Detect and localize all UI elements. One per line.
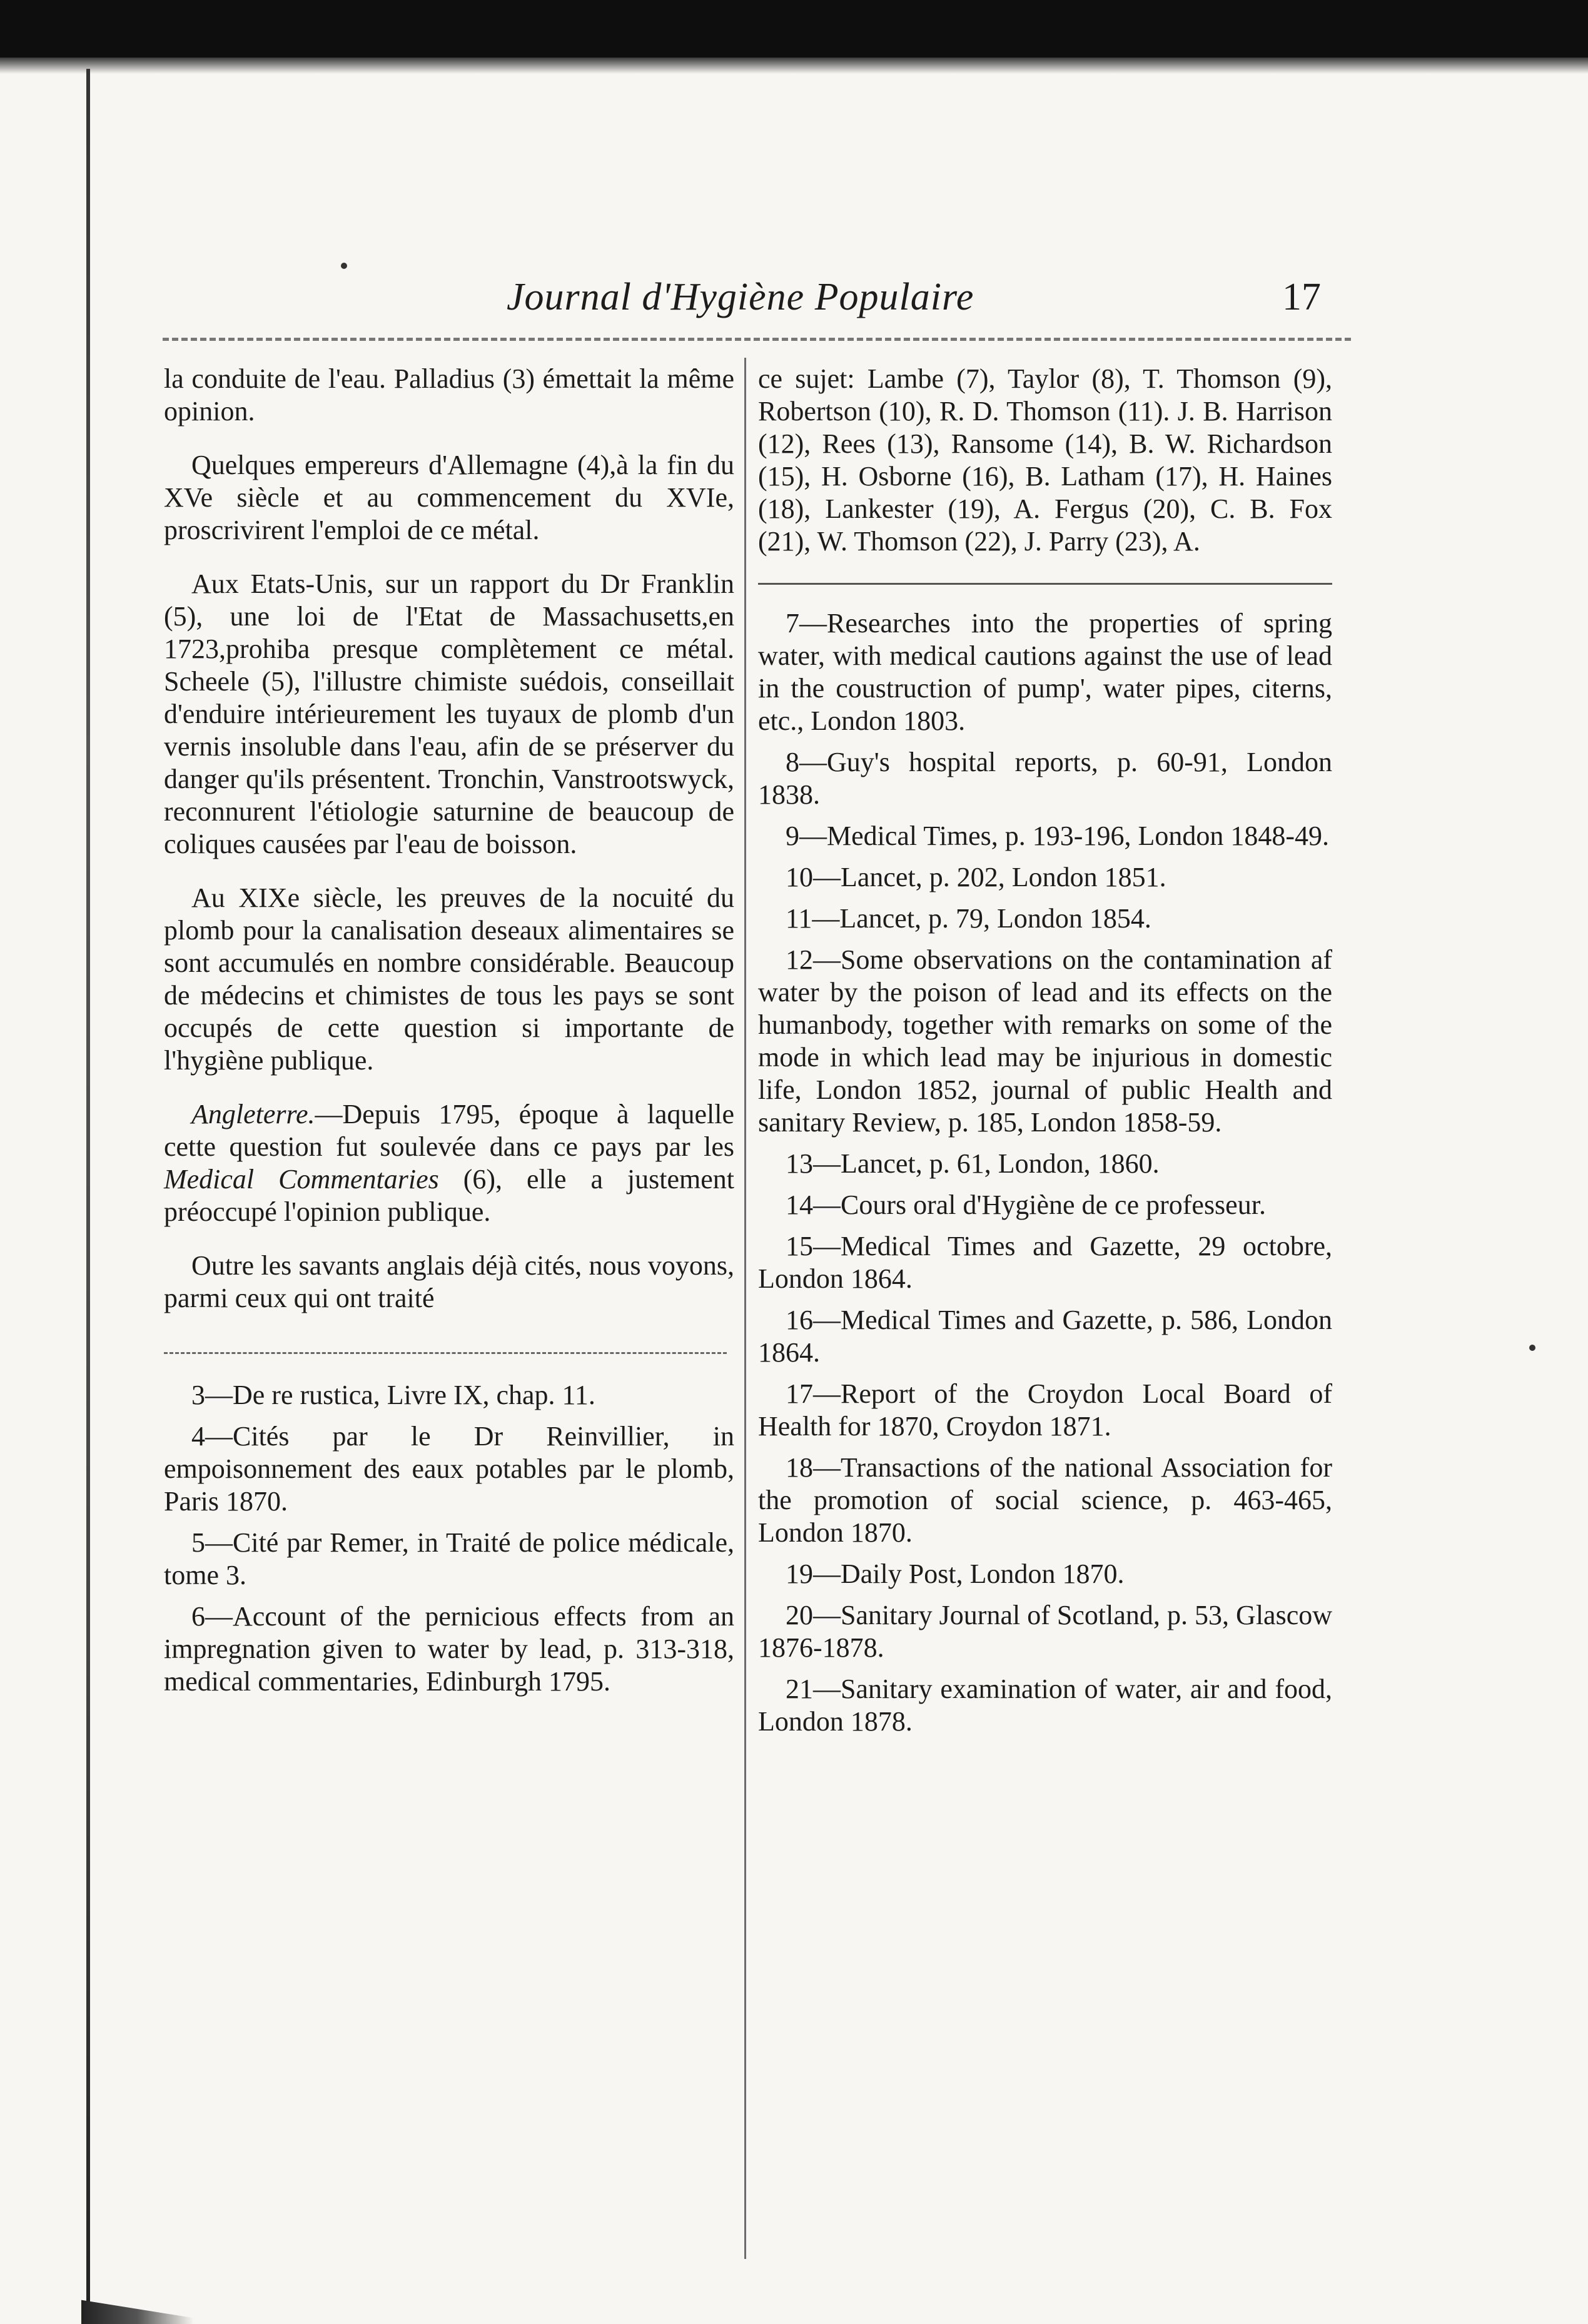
footnote: 14—Cours oral d'Hygiène de ce professeur. (786, 1190, 1266, 1220)
scan-top-shadow (0, 58, 1588, 74)
section-lead: Angleterre. (191, 1099, 315, 1129)
footnote: 13—Lancet, p. 61, London, 1860. (786, 1148, 1160, 1179)
scan-speck (1529, 1345, 1535, 1351)
footnote-rule (758, 583, 1332, 585)
footnote: 18—Transactions of the national Association for the promotion of social science, p. 463-465, London 1870. (758, 1452, 1332, 1548)
footnote: 8—Guy's hospital reports, p. 60-91, London 1838. (758, 747, 1332, 810)
footnote: 20—Sanitary Journal of Scotland, p. 53, Glascow 1876-1878. (758, 1600, 1332, 1663)
scan-top-edge (0, 0, 1588, 58)
page-header (0, 275, 1588, 325)
running-head: Journal d'Hygiène Populaire (507, 276, 974, 318)
scan-binding-edge (86, 69, 90, 2324)
body-text: (6), elle a justement préoccupé l'opinion publique. (164, 1164, 734, 1227)
footnote: 4—Cités par le Dr Reinvillier, in empoisonnement des eaux potables par le plomb, Paris 1870. (164, 1421, 734, 1517)
footnote: 10—Lancet, p. 202, London 1851. (786, 862, 1166, 892)
footnote: 7—Researches into the properties of spring water, with medical cautions against the use of lead in the coustruction of pump', water pipes, citerns, etc., London 1803. (758, 608, 1332, 736)
column-divider (744, 358, 746, 2259)
footnote: 21—Sanitary examination of water, air and food, London 1878. (758, 1674, 1332, 1737)
footnote-rule (164, 1352, 727, 1354)
footnote: 12—Some observations on the contamination af water by the poison of lead and its effects on the humanbody, together with remarks on some of the mode in which lead may be injurious in domestic life, London 1852, journal of public Health and sanitary Review, p. 185, London 1858-59. (758, 944, 1332, 1138)
footnote: 11—Lancet, p. 79, London 1854. (786, 903, 1151, 934)
body-paragraph: Outre les savants anglais déjà cités, nous voyons, parmi ceux qui ont traité (164, 1250, 734, 1313)
body-paragraph: Au XIXe siècle, les preuves de la nocuité du plomb pour la canalisation deseaux alimentaires se sont accumulés en nombre considérable. Beaucoup de médecins et chimistes de tous les pays se sont occupés de cette question si importante de l'hygiène publique. (164, 882, 734, 1076)
publication-title: Medical Commentaries (164, 1164, 439, 1195)
body-text: —Depuis 1795, époque à laquelle cette question fut soulevée dans ce pays par les (164, 1099, 734, 1162)
page-number: 17 (1282, 276, 1321, 318)
footnote: 16—Medical Times and Gazette, p. 586, London 1864. (758, 1305, 1332, 1368)
footnote: 15—Medical Times and Gazette, 29 octobre, London 1864. (758, 1231, 1332, 1294)
footnote: 3—De re rustica, Livre IX, chap. 11. (191, 1380, 595, 1410)
left-column (164, 363, 734, 1707)
angleterre-paragraph (164, 1098, 734, 1228)
scan-speck (341, 263, 347, 269)
body-paragraph: ce sujet: Lambe (7), Taylor (8), T. Thomson (9), Robertson (10), R. D. Thomson (11). J. B. Harrison (12), Rees (13), Ransome (14), B. W. Richardson (15), H. Osborne (16), B. Latham (17), H. Haines (18), Lankester (19), A. Fergus (20), C. B. Fox (21), W. Thomson (22), J. Parry (23), A. (758, 363, 1332, 557)
footnote: 19—Daily Post, London 1870. (786, 1559, 1125, 1589)
footnote: 17—Report of the Croydon Local Board of Health for 1870, Croydon 1871. (758, 1378, 1332, 1442)
right-column (758, 363, 1332, 1747)
body-paragraph: Quelques empereurs d'Allemagne (4),à la fin du XVe siècle et au commencement du XVIe, proscrivirent l'emploi de ce métal. (164, 450, 734, 545)
footnote: 5—Cité par Remer, in Traité de police médicale, tome 3. (164, 1527, 734, 1590)
body-paragraph: Aux Etats-Unis, sur un rapport du Dr Franklin (5), une loi de l'Etat de Massachusetts,en 1723,prohiba presque complètement ce métal. Scheele (5), l'illustre chimiste suédois, conseillait d'enduire intérieurement les tuyaux de plomb d'un vernis insoluble dans l'eau, afin de se préserver du danger qu'ils présentent. Tronchin, Vanstrootswyck, reconnurent l'étiologie saturnine de beaucoup de coliques causées par l'eau de boisson. (164, 568, 734, 859)
body-paragraph: la conduite de l'eau. Palladius (3) émettait la même opinion. (164, 363, 734, 427)
scan-corner-mark (81, 2264, 194, 2324)
footnote: 6—Account of the pernicious effects from an impregnation given to water by lead, p. 313-318, medical commentaries, Edinburgh 1795. (164, 1601, 734, 1697)
footnote: 9—Medical Times, p. 193-196, London 1848-49. (786, 821, 1329, 851)
header-rule (163, 338, 1351, 341)
